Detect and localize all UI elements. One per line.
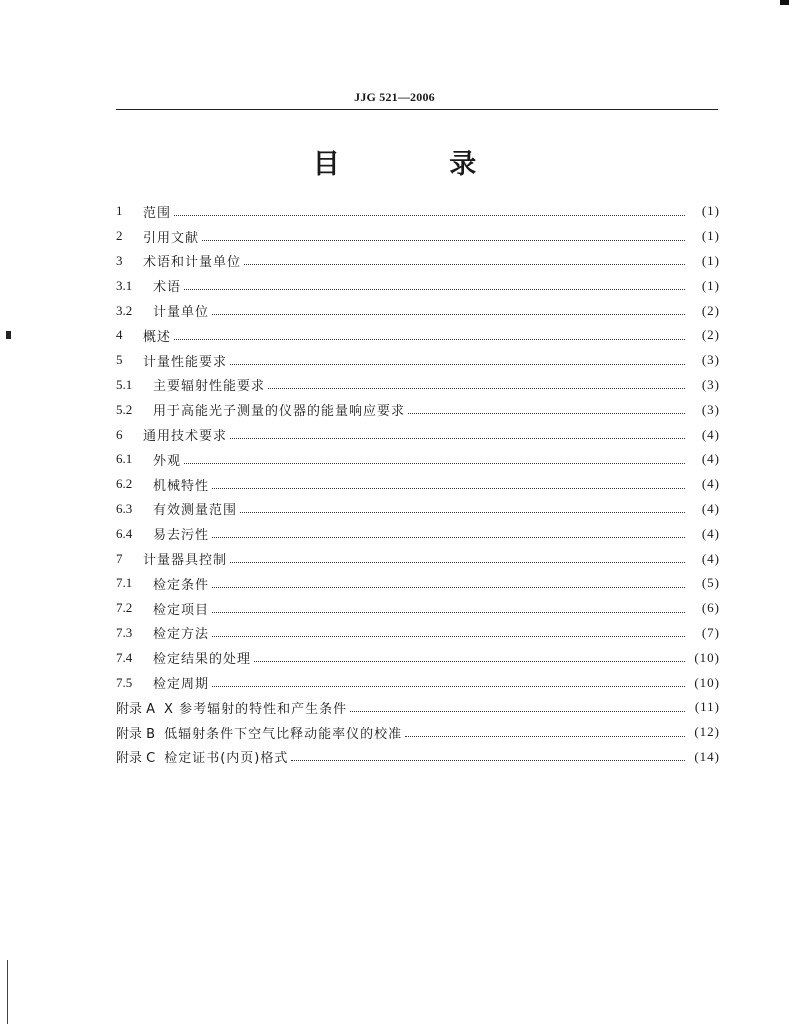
toc-entry-number: 6.1	[116, 451, 133, 467]
toc-entry-title: 范围	[143, 205, 172, 221]
toc-entry-page: (11)	[694, 699, 720, 715]
toc-entry-title: 计量性能要求	[143, 354, 228, 370]
toc-entry[interactable]	[116, 224, 720, 249]
toc-entry-page: (1)	[701, 252, 720, 268]
table-of-contents	[116, 199, 720, 769]
toc-entry[interactable]	[116, 199, 720, 224]
dot-leader	[230, 562, 685, 563]
toc-entry[interactable]	[116, 670, 720, 695]
toc-entry-number: 附录 A	[116, 701, 156, 717]
toc-entry[interactable]	[116, 472, 720, 497]
dot-leader	[350, 711, 685, 712]
dot-leader	[244, 264, 685, 265]
dot-leader	[184, 463, 685, 464]
toc-entry[interactable]	[116, 397, 720, 422]
toc-entry-title: 术语	[153, 280, 182, 296]
toc-entry-page: (3)	[701, 376, 720, 392]
toc-entry-title: 检定结果的处理	[153, 652, 252, 668]
toc-entry-page: (4)	[701, 426, 720, 442]
toc-entry-number: 5.2	[116, 401, 133, 417]
toc-entry-page: (3)	[701, 401, 720, 417]
toc-entry-title: 引用文献	[143, 230, 200, 246]
dot-leader	[212, 314, 685, 315]
toc-entry-number: 附录 C	[116, 751, 156, 767]
dot-leader	[174, 339, 685, 340]
toc-entry-page: (4)	[701, 451, 720, 467]
dot-leader	[408, 413, 685, 414]
dot-leader	[230, 438, 685, 439]
toc-entry-title: 有效测量范围	[153, 503, 238, 519]
toc-entry-title: 机械特性	[153, 478, 210, 494]
toc-entry-title: 检定项目	[153, 602, 210, 618]
toc-entry-number: 7.1	[116, 575, 133, 591]
dot-leader	[212, 612, 685, 613]
toc-entry-number: 7.4	[116, 649, 133, 665]
dot-leader	[174, 215, 685, 216]
margin-scan-mark	[6, 331, 11, 339]
toc-entry-page: (1)	[701, 203, 720, 219]
dot-leader	[254, 661, 685, 662]
toc-entry[interactable]	[116, 348, 720, 373]
toc-entry-page: (2)	[701, 327, 720, 343]
toc-entry-page: (4)	[701, 476, 720, 492]
standard-code-header: JJG 521—2006	[354, 90, 435, 104]
toc-entry-appendix[interactable]	[116, 720, 720, 745]
toc-entry-appendix[interactable]	[116, 695, 720, 720]
toc-entry-number: 5	[116, 352, 123, 368]
toc-entry-title: 用于高能光子测量的仪器的能量响应要求	[153, 404, 406, 420]
toc-entry-number: 6	[116, 426, 123, 442]
toc-entry[interactable]	[116, 621, 720, 646]
toc-entry-title: X 参考辐射的特性和产生条件	[164, 701, 348, 717]
toc-entry[interactable]	[116, 546, 720, 571]
toc-entry-appendix[interactable]	[116, 745, 720, 770]
toc-entry-title: 易去污性	[153, 528, 210, 544]
toc-entry[interactable]	[116, 249, 720, 274]
toc-entry[interactable]	[116, 521, 720, 546]
toc-entry-number: 4	[116, 327, 123, 343]
toc-entry-title: 计量单位	[153, 305, 210, 321]
toc-entry-page: (7)	[701, 624, 720, 640]
toc-entry-number: 7.5	[116, 674, 133, 690]
toc-entry-number: 3.1	[116, 277, 133, 293]
toc-entry-title: 通用技术要求	[143, 429, 228, 445]
toc-entry[interactable]	[116, 645, 720, 670]
toc-entry-title: 术语和计量单位	[143, 255, 242, 271]
toc-entry-page: (1)	[701, 277, 720, 293]
toc-entry-number: 1	[116, 203, 123, 219]
toc-entry-page: (5)	[701, 575, 720, 591]
toc-entry-page: (12)	[694, 724, 720, 740]
dot-leader	[202, 240, 685, 241]
toc-title: 目 录	[312, 149, 527, 180]
toc-entry[interactable]	[116, 323, 720, 348]
toc-entry-title: 计量器具控制	[143, 553, 228, 569]
toc-entry-page: (14)	[694, 748, 720, 764]
dot-leader	[212, 587, 685, 588]
toc-entry-title: 概述	[143, 329, 172, 345]
dot-leader	[291, 760, 685, 761]
toc-entry-number: 3	[116, 252, 123, 268]
toc-entry[interactable]	[116, 571, 720, 596]
toc-entry-number: 3.2	[116, 302, 133, 318]
toc-entry-page: (3)	[701, 352, 720, 368]
toc-entry-number: 6.3	[116, 500, 133, 516]
toc-entry-number: 7.2	[116, 600, 133, 616]
toc-entry[interactable]	[116, 273, 720, 298]
corner-scan-mark	[780, 0, 789, 5]
toc-entry-page: (1)	[701, 228, 720, 244]
toc-entry[interactable]	[116, 497, 720, 522]
edge-scan-line	[7, 960, 8, 1024]
toc-entry-number: 7	[116, 550, 123, 566]
toc-entry-number: 5.1	[116, 376, 133, 392]
toc-entry-page: (10)	[694, 674, 720, 690]
toc-entry-title: 检定周期	[153, 677, 210, 693]
toc-entry-number: 附录 B	[116, 726, 156, 742]
dot-leader	[212, 686, 685, 687]
toc-entry-page: (4)	[701, 525, 720, 541]
dot-leader	[212, 537, 685, 538]
toc-entry-title: 低辐射条件下空气比释动能率仪的校准	[164, 726, 403, 742]
toc-entry[interactable]	[116, 298, 720, 323]
dot-leader	[268, 388, 685, 389]
toc-entry-page: (2)	[701, 302, 720, 318]
dot-leader	[184, 289, 685, 290]
toc-entry[interactable]	[116, 447, 720, 472]
dot-leader	[405, 736, 685, 737]
toc-entry[interactable]	[116, 422, 720, 447]
dot-leader	[212, 636, 685, 637]
toc-entry-page: (10)	[694, 649, 720, 665]
dot-leader	[240, 512, 685, 513]
toc-entry-number: 6.4	[116, 525, 133, 541]
toc-entry-page: (4)	[701, 550, 720, 566]
toc-entry-page: (6)	[701, 600, 720, 616]
header-rule	[116, 109, 718, 110]
toc-entry-number: 6.2	[116, 476, 133, 492]
toc-entry-title: 检定证书(内页)格式	[164, 751, 289, 767]
toc-entry-title: 外观	[153, 453, 182, 469]
toc-entry[interactable]	[116, 373, 720, 398]
toc-entry-title: 主要辐射性能要求	[153, 379, 266, 395]
toc-entry-title: 检定方法	[153, 627, 210, 643]
toc-entry-number: 7.3	[116, 624, 133, 640]
toc-entry-title: 检定条件	[153, 577, 210, 593]
toc-entry-number: 2	[116, 228, 123, 244]
toc-entry-page: (4)	[701, 500, 720, 516]
dot-leader	[230, 364, 685, 365]
toc-entry[interactable]	[116, 596, 720, 621]
dot-leader	[212, 488, 685, 489]
